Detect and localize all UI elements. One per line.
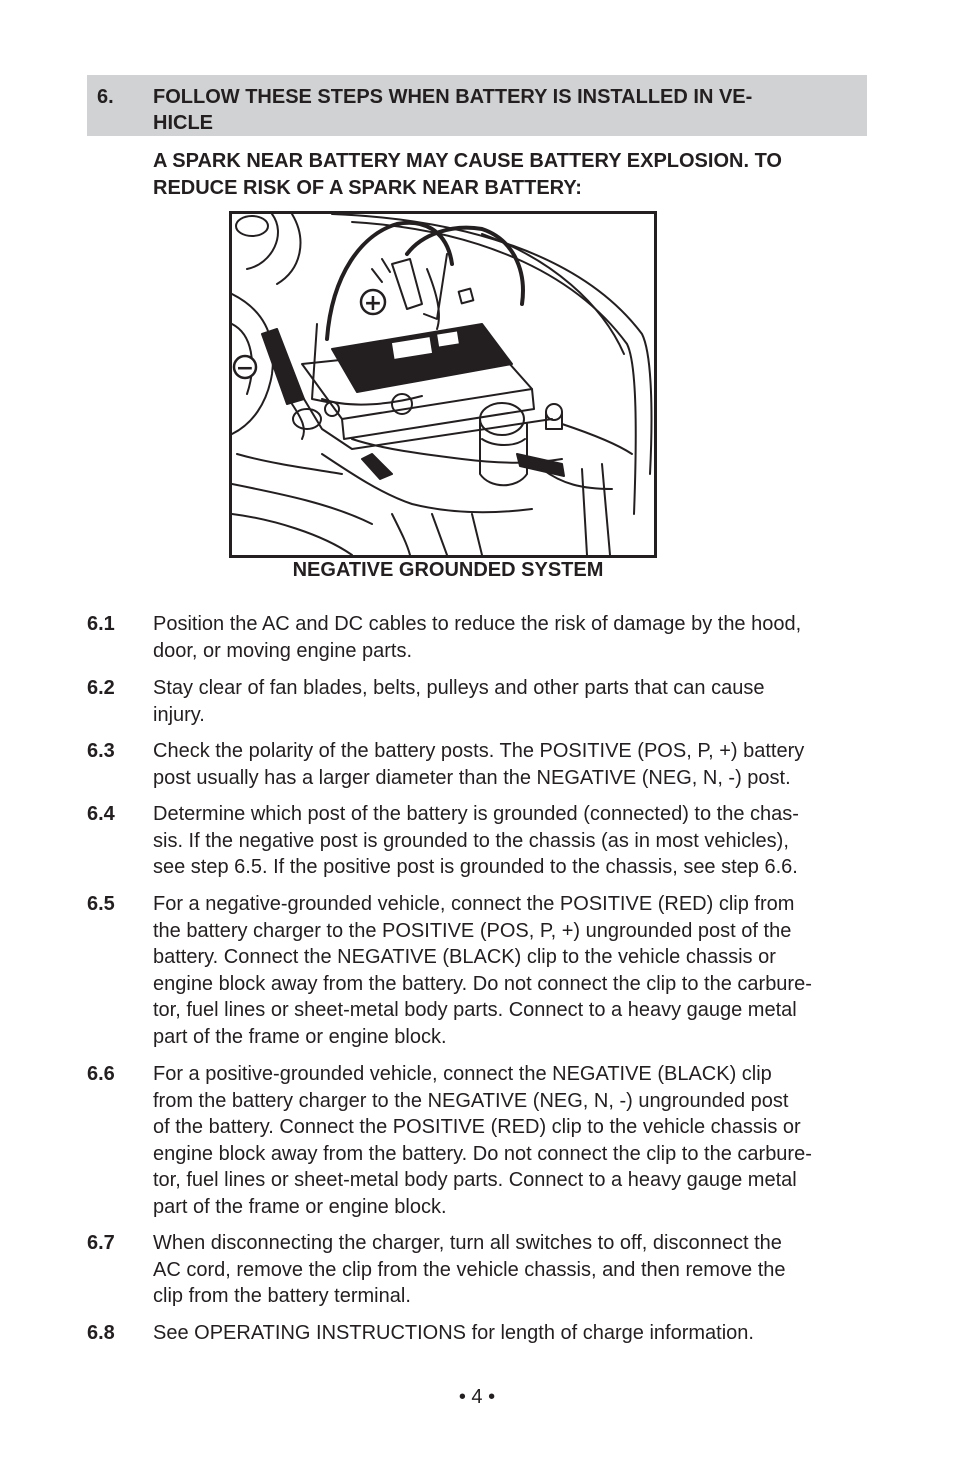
step-text [153, 891, 869, 1050]
figure-caption: NEGATIVE GROUNDED SYSTEM [292, 559, 604, 581]
warning-line: REDUCE RISK OF A SPARK NEAR BATTERY: [153, 177, 582, 199]
step-line: part of the frame or engine block. [153, 1025, 447, 1048]
step-text [153, 738, 869, 791]
step-line: tor, fuel lines or sheet-metal body parts. Connect to a heavy gauge metal [153, 1169, 797, 1191]
section-title-line: HICLE [153, 112, 213, 134]
positive-symbol: + [363, 291, 383, 316]
step-line: post usually has a larger diameter than the NEGATIVE (NEG, N, -) post. [153, 766, 791, 789]
step-line: the battery charger to the POSITIVE (POS, P, +) ungrounded post of the [153, 919, 792, 942]
step-line: see step 6.5. If the positive post is grounded to the chassis, see step 6.6. [153, 856, 798, 878]
step-line: See OPERATING INSTRUCTIONS for length of charge information. [153, 1322, 754, 1344]
step-line: sis. If the negative post is grounded to the chassis (as in most vehicles), [153, 829, 789, 852]
step-line: door, or moving engine parts. [153, 639, 413, 662]
warning-line: A SPARK NEAR BATTERY MAY CAUSE BATTERY EXPLOSION. TO [153, 150, 782, 172]
step-text [153, 1320, 869, 1347]
step-line: AC cord, remove the clip from the vehicle chassis, and then remove the [153, 1258, 786, 1281]
step-line: Stay clear of fan blades, belts, pulleys and other parts that can cause [153, 677, 765, 699]
step-line: battery. Connect the NEGATIVE (BLACK) clip to the vehicle chassis or [153, 946, 776, 968]
battery-engine-illustration-icon [232, 214, 654, 555]
spark-warning [153, 148, 853, 202]
step-line: tor, fuel lines or sheet-metal body parts. Connect to a heavy gauge metal [153, 999, 797, 1021]
step-line: engine block away from the battery. Do not connect the clip to the carbure- [153, 1142, 812, 1165]
step-line: For a positive-grounded vehicle, connect the NEGATIVE (BLACK) clip [153, 1063, 772, 1085]
step-number: 6.2 [87, 677, 115, 699]
step-line: Determine which post of the battery is grounded (connected) to the chas- [153, 803, 799, 825]
step-number: 6.7 [87, 1232, 115, 1254]
page-number: • 4 • [458, 1386, 496, 1408]
section-title [153, 84, 853, 136]
step-line: When disconnecting the charger, turn all switches to off, disconnect the [153, 1232, 782, 1254]
step-text [153, 611, 869, 664]
step-line: engine block away from the battery. Do not connect the clip to the carbure- [153, 972, 812, 995]
step-text [153, 801, 869, 881]
step-number: 6.6 [87, 1063, 115, 1085]
negative-symbol: − [235, 356, 255, 381]
step-text [153, 675, 869, 728]
step-text [153, 1230, 869, 1310]
step-number: 6.5 [87, 893, 115, 915]
step-line: For a negative-grounded vehicle, connect the POSITIVE (RED) clip from [153, 893, 795, 915]
step-text [153, 1061, 869, 1220]
step-line: injury. [153, 703, 205, 726]
step-number: 6.3 [87, 740, 115, 762]
section-title-line: FOLLOW THESE STEPS WHEN BATTERY IS INSTALLED IN VE- [153, 86, 753, 108]
section-number: 6. [97, 86, 114, 108]
step-line: Position the AC and DC cables to reduce the risk of damage by the hood, [153, 613, 802, 635]
step-number: 6.1 [87, 613, 115, 635]
step-number: 6.8 [87, 1322, 115, 1344]
step-number: 6.4 [87, 803, 115, 825]
step-line: part of the frame or engine block. [153, 1195, 447, 1218]
section-header [87, 75, 867, 136]
step-line: from the battery charger to the NEGATIVE (NEG, N, -) ungrounded post [153, 1089, 789, 1112]
step-line: of the battery. Connect the POSITIVE (RED) clip to the vehicle chassis or [153, 1116, 801, 1138]
battery-figure [229, 211, 657, 558]
step-line: clip from the battery terminal. [153, 1285, 411, 1307]
step-line: Check the polarity of the battery posts. The POSITIVE (POS, P, +) battery [153, 740, 805, 762]
